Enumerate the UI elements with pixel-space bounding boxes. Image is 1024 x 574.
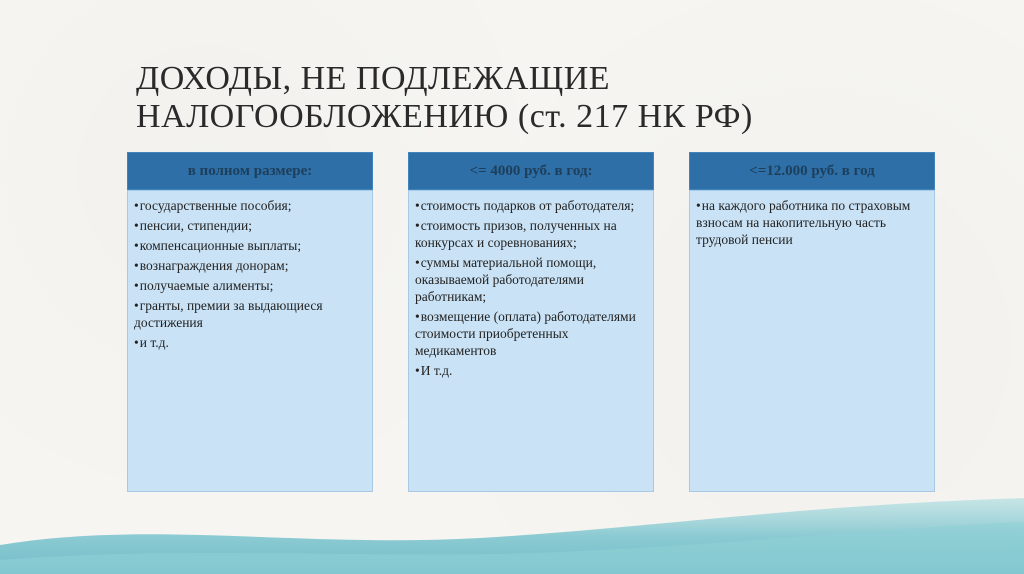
list-item: • пенсии, стипендии; — [134, 217, 366, 234]
list-item: • на каждого работника по страховым взносам на накопительную часть трудовой пенсии — [696, 197, 928, 248]
list-item: • и т.д. — [134, 334, 366, 351]
column-header-label: <= 4000 руб. в год: — [469, 162, 593, 179]
item-list — [696, 197, 928, 248]
column-full-amount — [127, 152, 373, 492]
title-line-1: ДОХОДЫ, НЕ ПОДЛЕЖАЩИЕ — [136, 60, 611, 97]
list-item: • стоимость призов, полученных на конкурсах и соревнованиях; — [415, 217, 647, 251]
column-header-label: <=12.000 руб. в год — [749, 162, 875, 179]
list-item: • И т.д. — [415, 362, 647, 379]
item-list — [134, 197, 366, 351]
column-header — [127, 152, 373, 190]
list-item: • возмещение (оплата) работодателями стоимости приобретенных медикаментов — [415, 308, 647, 359]
list-item: • компенсационные выплаты; — [134, 237, 366, 254]
title-line-2: НАЛОГООБЛОЖЕНИЮ (ст. 217 НК РФ) — [136, 98, 753, 135]
item-list — [415, 197, 647, 379]
column-header-label: в полном размере: — [187, 162, 313, 179]
list-item: • стоимость подарков от работодателя; — [415, 197, 647, 214]
column-body — [127, 190, 373, 492]
column-body — [408, 190, 654, 492]
column-header — [408, 152, 654, 190]
list-item: • вознаграждения донорам; — [134, 257, 366, 274]
list-item: • получаемые алименты; — [134, 277, 366, 294]
list-item: • гранты, премии за выдающиеся достижения — [134, 297, 366, 331]
slide-title — [136, 60, 896, 136]
column-body — [689, 190, 935, 492]
list-item: • государственные пособия; — [134, 197, 366, 214]
list-item: • суммы материальной помощи, оказываемой работодателями работникам; — [415, 254, 647, 305]
column-header — [689, 152, 935, 190]
column-up-to-12000 — [689, 152, 935, 492]
column-up-to-4000 — [408, 152, 654, 492]
